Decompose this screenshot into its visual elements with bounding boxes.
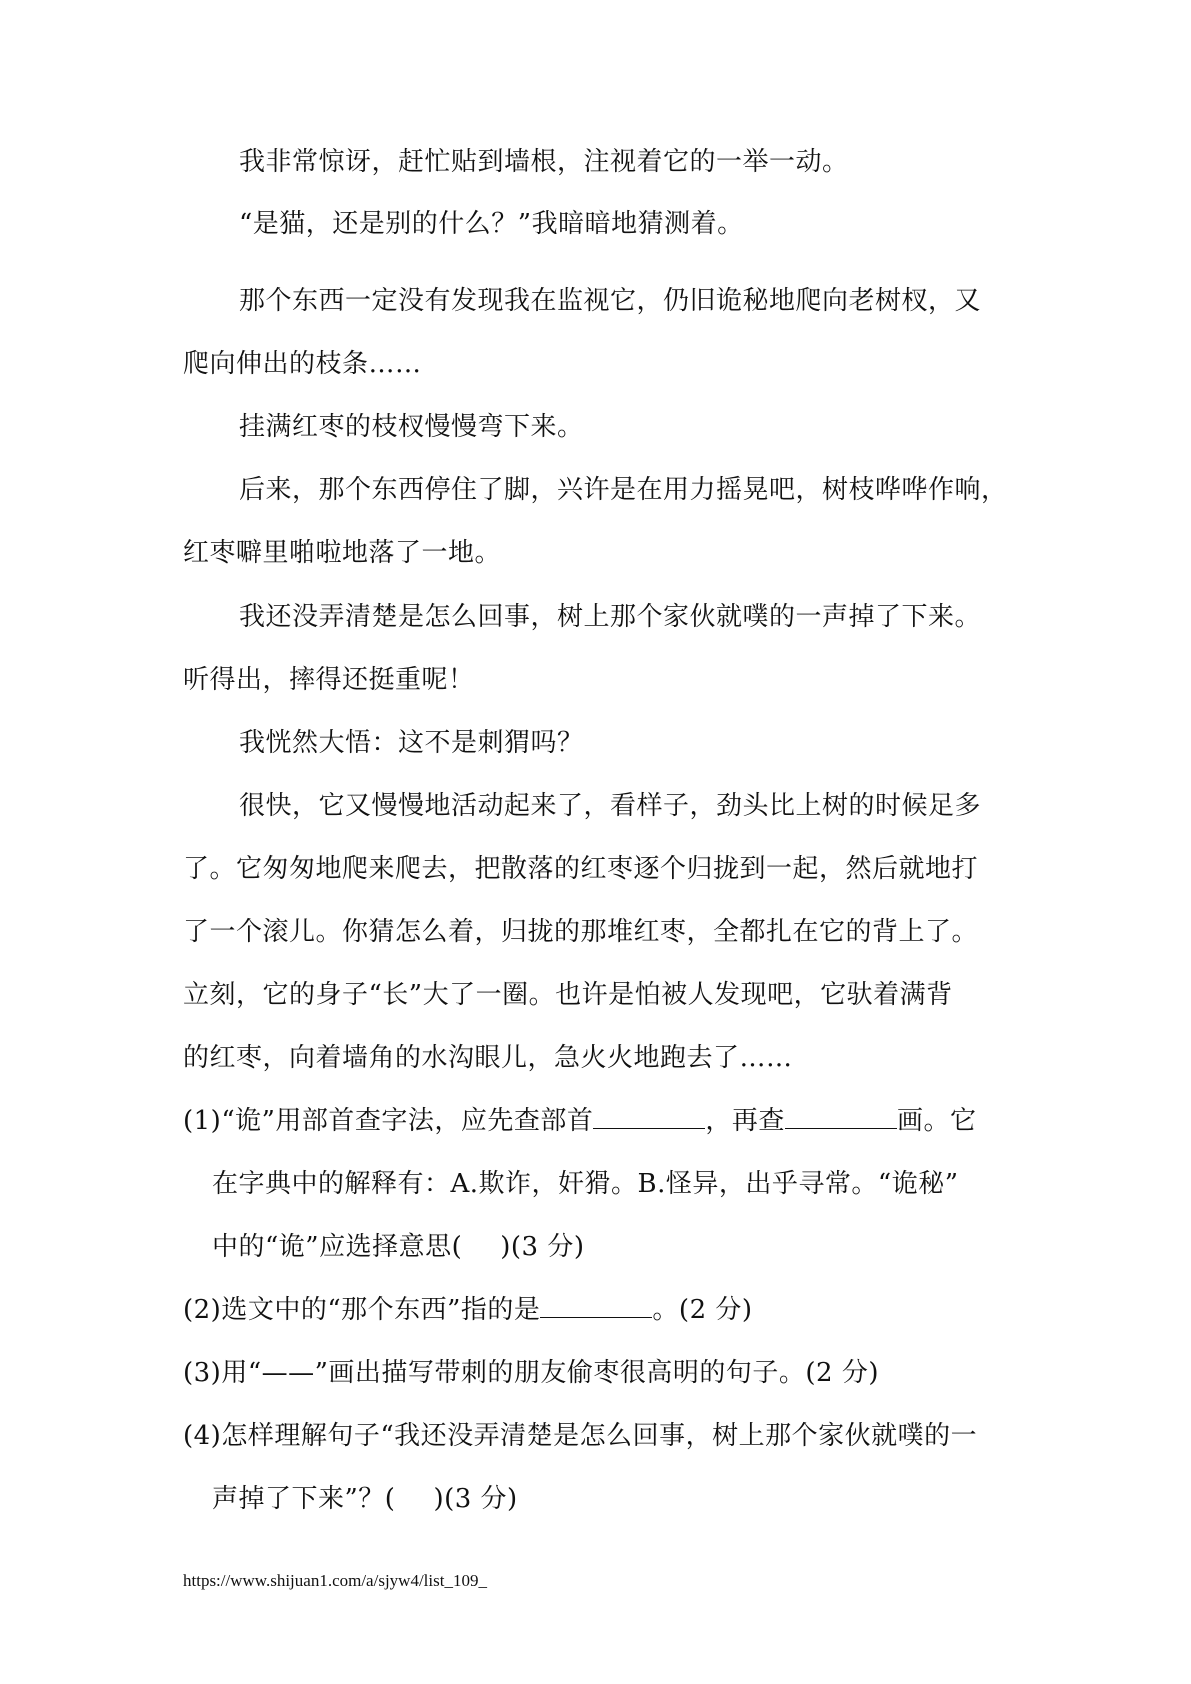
question-3-line: (3)用“——”画出描写带刺的朋友偷枣很高明的句子。(2 分) [183, 1358, 880, 1388]
question-2-text-b: 。(2 分) [652, 1295, 753, 1325]
question-1-blank-strokes[interactable] [785, 1106, 897, 1129]
passage-line-4: 爬向伸出的枝条…… [183, 349, 422, 379]
passage-line-8: 我还没弄清楚是怎么回事，树上那个家伙就噗的一声掉了下来。 [239, 602, 982, 632]
question-1-text-b: ，再查 [705, 1106, 785, 1136]
question-1-line-1 [183, 1105, 976, 1137]
question-2-line [183, 1294, 753, 1326]
question-1-line-2: 在字典中的解释有：A.欺诈，奸猾。B.怪异，出乎寻常。“诡秘” [212, 1169, 959, 1199]
footer-url: https://www.shijuan1.com/a/sjyw4/list_109_ [183, 1571, 487, 1590]
passage-line-2: “是猫，还是别的什么？”我暗暗地猜测着。 [239, 209, 744, 239]
passage-line-10: 我恍然大悟：这不是刺猬吗？ [239, 728, 584, 758]
passage-line-1: 我非常惊讶，赶忙贴到墙根，注视着它的一举一动。 [239, 147, 849, 177]
passage-line-13: 了一个滚儿。你猜怎么着，归拢的那堆红枣，全都扎在它的背上了。 [183, 917, 979, 947]
passage-line-3: 那个东西一定没有发现我在监视它，仍旧诡秘地爬向老树杈，又 [239, 286, 982, 316]
question-4-line-1: (4)怎样理解句子“我还没弄清楚是怎么回事，树上那个家伙就噗的一 [183, 1421, 978, 1451]
question-4-line-2 [212, 1483, 518, 1515]
question-1-text-c: 画。它 [896, 1106, 977, 1136]
question-2-text-a: (2)选文中的“那个东西”指的是 [183, 1295, 541, 1325]
question-1-text-d: 中的“诡”应选择意思( [212, 1232, 463, 1262]
question-1-blank-radical[interactable] [593, 1106, 705, 1129]
passage-line-15: 的红枣，向着墙角的水沟眼儿，急火火地跑去了…… [183, 1043, 793, 1073]
passage-line-5: 挂满红枣的枝杈慢慢弯下来。 [239, 412, 584, 442]
passage-line-6: 后来，那个东西停住了脚，兴许是在用力摇晃吧，树枝哗哗作响， [239, 475, 1008, 505]
question-1-line-3 [212, 1231, 584, 1263]
passage-line-7: 红枣噼里啪啦地落了一地。 [183, 538, 502, 568]
passage-line-11: 很快，它又慢慢地活动起来了，看样子，劲头比上树的时候足多 [239, 791, 982, 821]
question-4-text-a: 声掉了下来”？( [212, 1484, 396, 1514]
question-4-score: )(3 分) [433, 1484, 518, 1514]
passage-line-14: 立刻，它的身子“长”大了一圈。也许是怕被人发现吧，它驮着满背 [183, 980, 953, 1010]
question-1-text-a: (1)“诡”用部首查字法，应先查部首 [183, 1106, 594, 1136]
question-2-blank[interactable] [540, 1295, 652, 1318]
question-1-score: )(3 分) [500, 1232, 585, 1262]
passage-line-9: 听得出，摔得还挺重呢！ [183, 665, 475, 695]
passage-line-12: 了。它匆匆地爬来爬去，把散落的红枣逐个归拢到一起，然后就地打 [183, 854, 979, 884]
